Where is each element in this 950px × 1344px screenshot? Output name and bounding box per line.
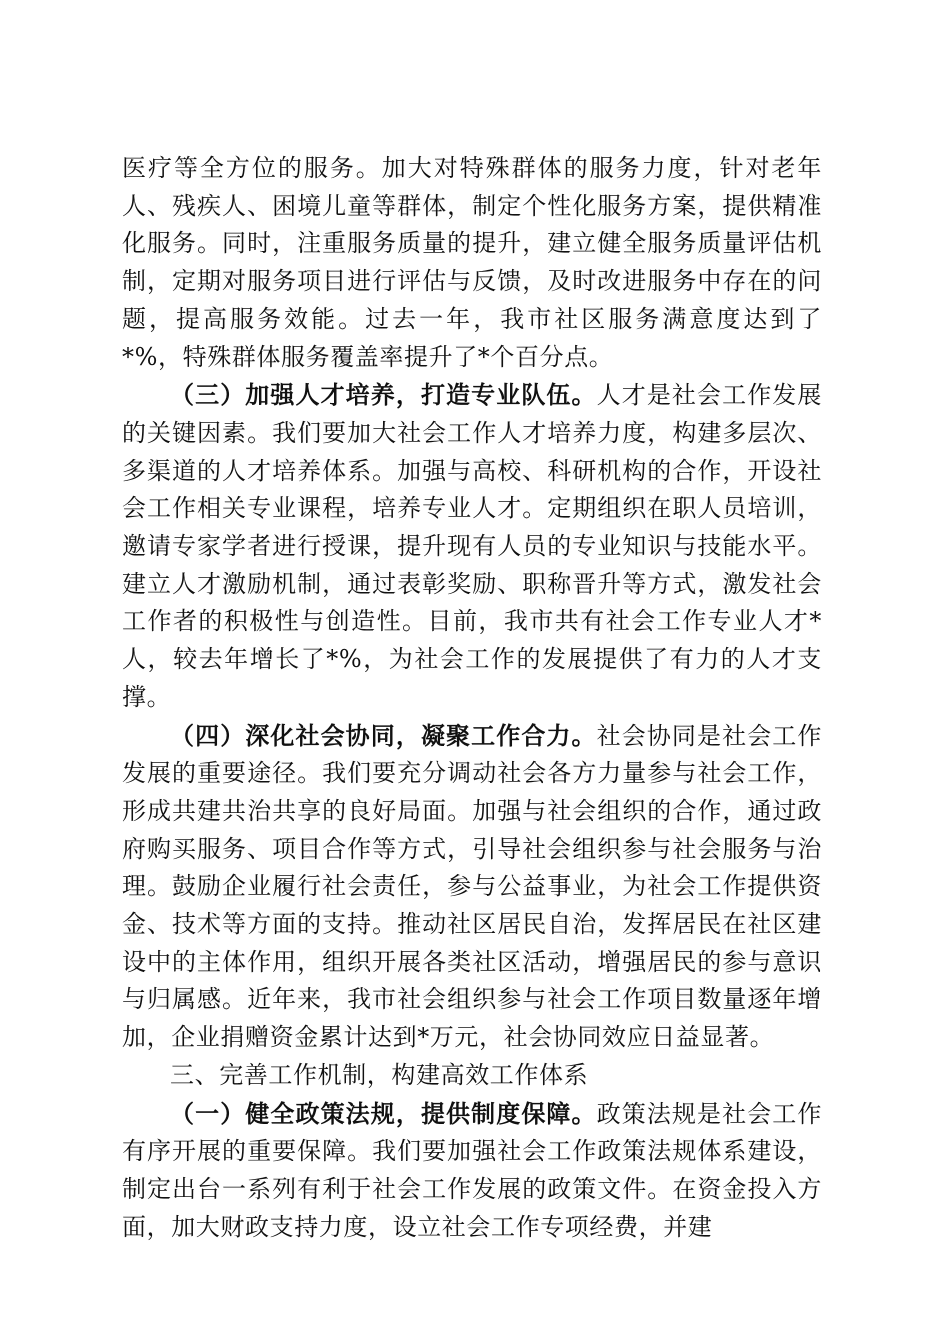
paragraph-body: 人才是社会工作发展的关键因素。我们要加大社会工作人才培养力度，构建多层次、多渠道的人才培养体系。加强与高校、科研机构的合作，开设社会工作相关专业课程，培养专业人才。定期组织在职人员培训，邀请专家学者进行授课，提升现有人员的专业知识与技能水平。建立人才激励机制，通过表彰奖励、职称晋升等方式，激发社会工作者的积极性与创造性。目前，我市共有社会工作专业人才*人，较去年增长了*%，为社会工作的发展提供了有力的人才支撑。 [122,381,822,711]
paragraph-lead: （一）健全政策法规，提供制度保障。 [170,1098,597,1128]
document-page [122,150,822,1246]
paragraph-continued [122,150,822,376]
section-heading: 三、完善工作机制，构建高效工作体系 [170,1060,589,1089]
paragraph-body: 医疗等全方位的服务。加大对特殊群体的服务力度，针对老年人、残疾人、困境儿童等群体，制定个性化服务方案，提供精准化服务。同时，注重服务质量的提升，建立健全服务质量评估机制，定期对服务项目进行评估与反馈，及时改进服务中存在的问题，提高服务效能。过去一年，我市社区服务满意度达到了*%，特殊群体服务覆盖率提升了*个百分点。 [122,154,822,371]
paragraph-policy-regulations [122,1095,822,1247]
paragraph-talent-training [122,376,822,716]
paragraph-lead: （三）加强人才培养，打造专业队伍。 [170,380,597,410]
paragraph-lead: （四）深化社会协同，凝聚工作合力。 [170,720,597,750]
paragraph-body: 政策法规是社会工作有序开展的重要保障。我们要加强社会工作政策法规体系建设，制定出台一系列有利于社会工作发展的政策文件。在资金投入方面，加大财政支持力度，设立社会工作专项经费，并建 [122,1099,822,1241]
paragraph-body: 社会协同是社会工作发展的重要途径。我们要充分调动社会各方力量参与社会工作，形成共建共治共享的良好局面。加强与社会组织的合作，通过政府购买服务、项目合作等方式，引导社会组织参与社会服务与治理。鼓励企业履行社会责任，参与公益事业，为社会工作提供资金、技术等方面的支持。推动社区居民自治，发挥居民在社区建设中的主体作用，组织开展各类社区活动，增强居民的参与意识与归属感。近年来，我市社会组织参与社会工作项目数量逐年增加，企业捐赠资金累计达到*万元，社会协同效应日益显著。 [122,721,822,1052]
paragraph-social-collaboration [122,717,822,1057]
